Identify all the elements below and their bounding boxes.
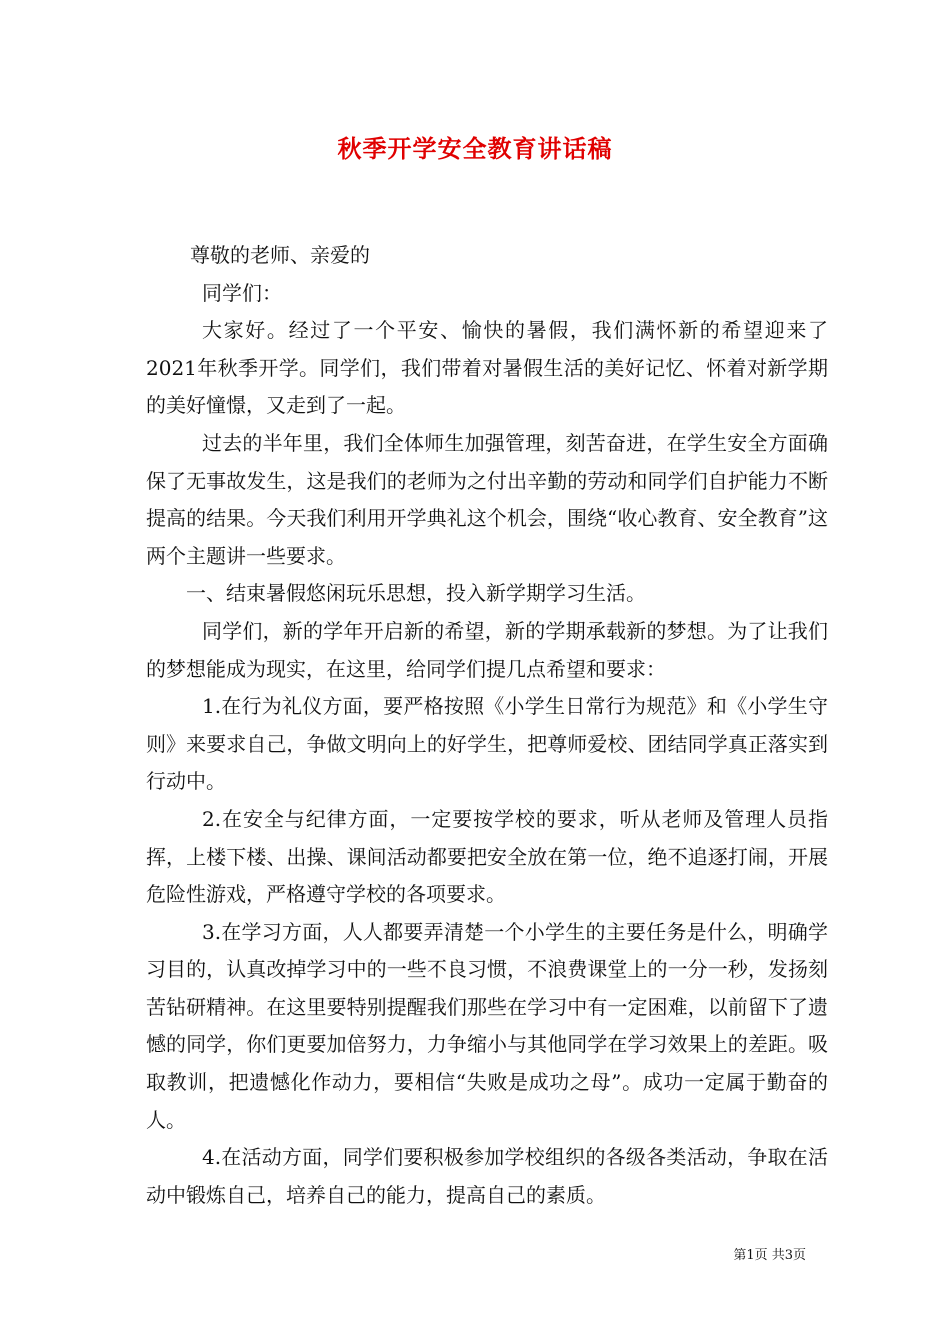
paragraph-hopes: 同学们，新的学年开启新的希望，新的学期承载新的梦想。为了让我们的梦想能成为现实，在这里，给同学们提几点希望和要求： — [146, 618, 828, 681]
list-item-study: 3.在学习方面，人人都要弄清楚一个小学生的主要任务是什么，明确学习目的，认真改掉学习中的一些不良习惯，不浪费课堂上的一分一秒，发扬刻苦钻研精神。在这里要特别提醒我们那些在学习中有一定困难，以前留下了遗憾的同学，你们更要加倍努力，力争缩小与其他同学在学习效果上的差距。吸取教训，把遗憾化作动力，要相信“失败是成功之母”。成功一定属于勤奋的人。 — [146, 919, 828, 1132]
list-item-safety: 2.在安全与纪律方面，一定要按学校的要求，听从老师及管理人员指挥，上楼下楼、出操、课间活动都要把安全放在第一位，绝不追逐打闹，开展危险性游戏，严格遵守学校的各项要求。 — [146, 806, 828, 907]
document-body — [146, 237, 828, 1214]
paragraph-greeting: 大家好。经过了一个平安、愉快的暑假，我们满怀新的希望迎来了2021年秋季开学。同学们，我们带着对暑假生活的美好记忆、怀着对新学期的美好憧憬，又走到了一起。 — [146, 318, 828, 418]
list-item-activities: 4.在活动方面，同学们要积极参加学校组织的各级各类活动，争取在活动中锻炼自己，培养自己的能力，提高自己的素质。 — [146, 1145, 828, 1207]
list-item-etiquette: 1.在行为礼仪方面，要严格按照《小学生日常行为规范》和《小学生守则》来要求自己，争做文明向上的好学生，把尊师爱校、团结同学真正落实到行动中。 — [146, 694, 828, 794]
salutation-line-1: 尊敬的老师、亲爱的 — [190, 243, 370, 267]
section-heading-1: 一、结束暑假悠闲玩乐思想，投入新学期学习生活。 — [186, 581, 646, 606]
salutation-line-2: 同学们： — [202, 280, 282, 305]
paragraph-past-half-year: 过去的半年里，我们全体师生加强管理，刻苦奋进，在学生安全方面确保了无事故发生，这是我们的老师为之付出辛勤的劳动和同学们自护能力不断提高的结果。今天我们利用开学典礼这个机会，围绕“收心教育、安全教育”这两个主题讲一些要求。 — [146, 430, 828, 568]
page-number: 第1页 共3页 — [733, 1248, 806, 1263]
document-title: 秋季开学安全教育讲话稿 — [337, 134, 613, 163]
